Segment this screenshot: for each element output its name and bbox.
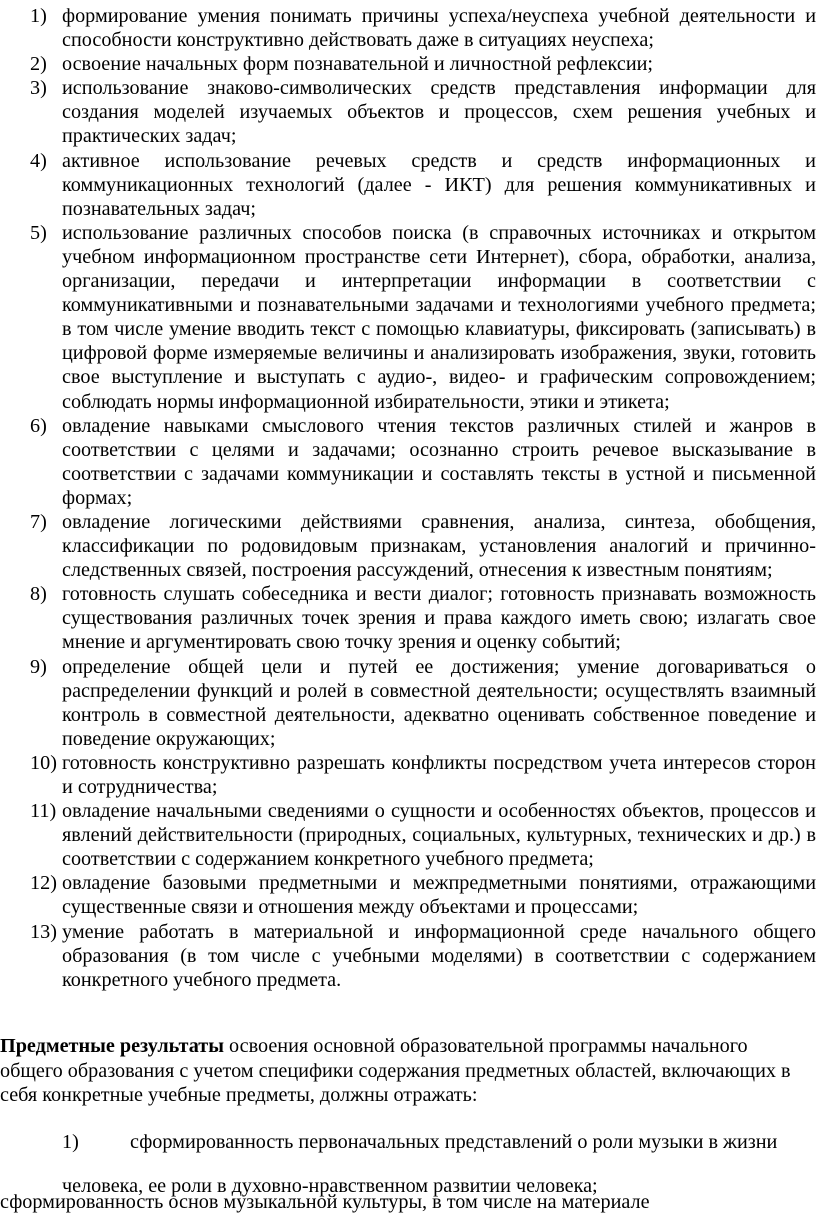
list-item-number: 6)	[30, 414, 47, 437]
list-item	[0, 76, 816, 148]
list-item	[0, 751, 816, 799]
list-item	[0, 655, 816, 751]
list-item	[0, 221, 816, 414]
list-item-number: 2)	[30, 53, 47, 76]
list-item-number: 12)	[30, 872, 57, 895]
list-item-text: овладение навыками смыслового чтения текстов различных стилей и жанров в соответствии с целями и задачами; осознанно строить речевое высказывание в соответствии с задачами коммуникации и составлять тексты в устной и письменной формах;	[62, 414, 816, 509]
list-item	[0, 52, 816, 76]
list-item-number: 8)	[30, 583, 47, 606]
list-item-text: формирование умения понимать причины успеха/неуспеха учебной деятельности и способности конструктивно действовать даже в ситуациях неуспеха;	[62, 5, 816, 52]
list-item-number: 10)	[30, 751, 57, 774]
list-item-number: 1)	[30, 5, 47, 27]
list-item-number: 13)	[30, 920, 57, 943]
list-item-text: активное использование речевых средств и средств информационных и коммуникационных технологий (далее - ИКТ) для решения коммуникативных и познавательных задач;	[62, 149, 816, 220]
list-item-number: 7)	[30, 510, 47, 533]
list-item	[0, 799, 816, 871]
music-result-number: 1)	[62, 1131, 79, 1153]
music-result-line-2: человека, ее роли в духовно-нравственном развитии человека;	[62, 1175, 598, 1197]
list-item	[0, 414, 816, 510]
list-item-number: 9)	[30, 655, 47, 678]
list-item-number: 5)	[30, 221, 47, 244]
list-item-text: освоение начальных форм познавательной и личностной рефлексии;	[62, 53, 654, 76]
list-item-text: готовность конструктивно разрешать конфликты посредством учета интересов сторон и сотрудничества;	[62, 751, 816, 798]
list-item	[0, 4, 816, 52]
list-item-text: определение общей цели и путей ее достижения; умение договариваться о распределении функций и ролей в совместной деятельности; осуществлять взаимный контроль в совместной деятельности, адекватно оценивать собственное поведение и поведение окружающих;	[62, 655, 816, 750]
list-item	[0, 510, 816, 582]
list-item-number: 4)	[30, 149, 47, 172]
list-item	[0, 582, 816, 654]
list-item-number: 11)	[30, 800, 57, 823]
list-item-text: использование различных способов поиска (в справочных источниках и открытом учебном информационном пространстве сети Интернет), сбора, обработки, анализа, организации, передачи и интерпретации информации в соответствии с коммуникативными и познавательными задачами и технологиями учебного предмета; в том числе умение вводить текст с помощью клавиатуры, фиксировать (записывать) в цифровой форме измеряемые величины и анализировать изображения, звуки, готовить свое выступление и выступать с аудио-, видео- и графическим сопровождением; соблюдать нормы информационной избирательности, этики и этикета;	[62, 221, 816, 413]
list-item-text: умение работать в материальной и информационной среде начального общего образования (в том числе с учебными моделями) в соответствии с содержанием конкретного учебного предмета.	[62, 920, 816, 991]
list-item-text: готовность слушать собеседника и вести диалог; готовность признавать возможность существования различных точек зрения и права каждого иметь свою; излагать свое мнение и аргументировать свою точку зрения и оценку событий;	[62, 583, 816, 654]
list-item	[0, 871, 816, 919]
competency-list	[0, 4, 816, 992]
list-item	[0, 920, 816, 992]
list-item	[0, 149, 816, 221]
list-item-text: использование знаково-символических средств представления информации для создания моделей изучаемых объектов и процессов, схем решения учебных и практических задач;	[62, 77, 816, 148]
list-item-text: овладение начальными сведениями о сущности и особенностях объектов, процессов и явлений действительности (природных, социальных, культурных, технических и др.) в соответствии с содержанием конкретного учебного предмета;	[62, 800, 816, 871]
list-item-text: овладение базовыми предметными и межпредметными понятиями, отражающими существенные связи и отношения между объектами и процессами;	[62, 872, 816, 919]
subject-results-heading: Предметные результаты	[0, 1035, 224, 1057]
subject-results-paragraph	[0, 1034, 800, 1108]
list-item-number: 3)	[30, 77, 47, 100]
music-result-line-1: сформированность первоначальных представлений о роли музыки в жизни	[130, 1131, 778, 1153]
list-item-text: овладение логическими действиями сравнения, анализа, синтеза, обобщения, классификации по родовидовым признакам, установления аналогий и причинно-следственных связей, построения рассуждений, отнесения к известным понятиям;	[62, 510, 816, 582]
subject-results-text: освоения основной образовательной программы начального общего образования с учетом специфики содержания предметных областей, включающих в себя конкретные учебные предметы, должны отражать:	[0, 1035, 791, 1107]
trailing-text: сформированность основ музыкальной культуры, в том числе на материале	[0, 1191, 650, 1213]
